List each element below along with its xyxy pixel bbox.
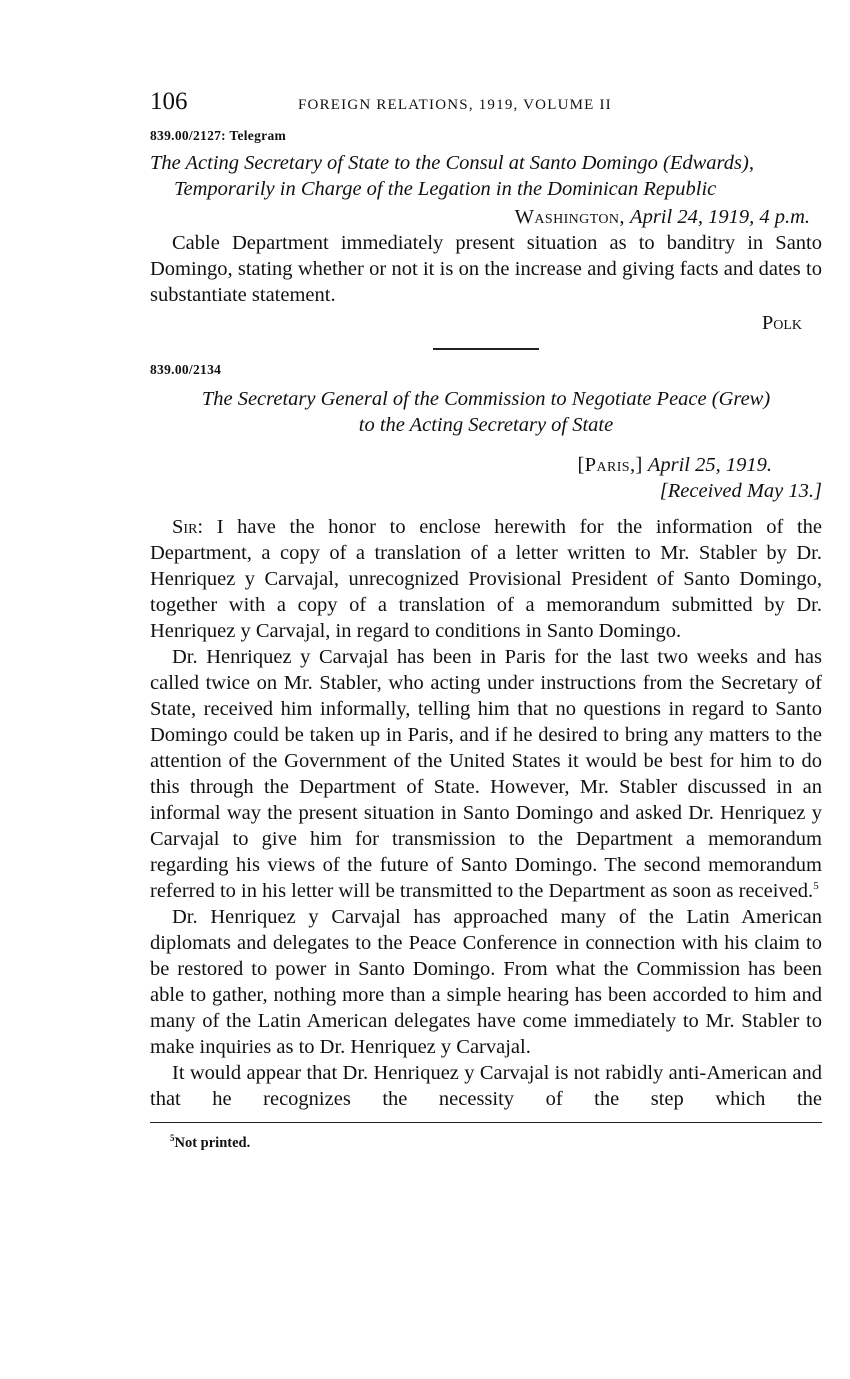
file-reference: 839.00/2134 [150,362,222,377]
letter-paragraph [150,644,822,904]
document-telegram [150,128,822,338]
letter-paragraph [150,514,822,644]
footnote-text: Not printed. [174,1135,251,1151]
footnote [150,1135,822,1152]
document-title: The Acting Secretary of State to the Consul at Santo Domingo (Edwards), Temporarily in Charge of the Legation in the Dominican Republic [150,152,754,200]
dateline-place: Washington, [514,206,625,228]
document-title-line: The Secretary General of the Commission to Negotiate Peace (Grew) [201,388,771,410]
dateline-place: [Paris,] [577,454,643,476]
dateline-date: April 24, 1919, 4 p.m. [630,206,810,228]
dateline-date: April 25, 1919. [647,454,772,476]
document-page [150,88,822,1152]
document-title [150,386,822,438]
page-number: 106 [150,88,188,115]
signature: Polk [761,312,802,334]
paragraph-text: I have the honor to enclose herewith for the information of the Department, a copy of a translation of a letter written to Mr. Stabler by Dr. Henriquez y Carvajal, unrecognized Provisional President of Santo Domingo, together with a copy of a translation of a memorandum submitted by Dr. Henriquez y Carvajal, in regard to conditions in Santo Domingo. [150,516,822,642]
section-divider [433,348,539,350]
footnote-rule [150,1122,822,1123]
paragraph-text: Dr. Henriquez y Carvajal has been in Paris for the last two weeks and has called twice on Mr. Stabler, who acting under instructions from the Secretary of State, received him informally, telling him that no questions in regard to Santo Domingo could be taken up in Paris, and if he desired to bring any matters to the attention of the Government of the United States it would be best for him to do this through the Department of State. However, Mr. Stabler discussed in an informal way the present situation in Santo Domingo and asked Dr. Henriquez y Carvajal to give him for transmission to the Department a memorandum regarding his views of the future of Santo Domingo. The second memorandum referred to in his letter will be transmitted to the Department as soon as received. [150,646,822,902]
running-head [150,88,822,122]
letter-paragraph: Dr. Henriquez y Carvajal has approached many of the Latin American diplomats and delegates to the Peace Conference in connection with his claim to be restored to power in Santo Domingo. From what the Commission has been able to gather, nothing more than a simple hearing has been accorded to him and many of the Latin American delegates have come immediately to Mr. Stabler to make inquiries as to Dr. Henriquez y Carvajal. [150,906,822,1058]
footnote-marker: 5 [170,1133,175,1144]
dateline [150,452,822,478]
footnote-reference[interactable]: 5 [813,880,819,893]
file-reference: 839.00/2127: Telegram [150,128,287,143]
letter-paragraph: It would appear that Dr. Henriquez y Carvajal is not rabidly anti-American and that he recognizes the necessity of the step which the [150,1062,822,1110]
running-title: FOREIGN RELATIONS, 1919, VOLUME II [298,97,612,113]
telegram-body: Cable Department immediately present situation as to banditry in Santo Domingo, stating whether or not it is on the increase and giving facts and dates to substantiate statement. [150,232,822,306]
dateline [150,204,822,230]
salutation: Sir: [172,516,204,538]
document-letter [150,362,822,1112]
received-date: [Received May 13.] [659,480,822,502]
document-title-line: to the Acting Secretary of State [358,414,614,436]
